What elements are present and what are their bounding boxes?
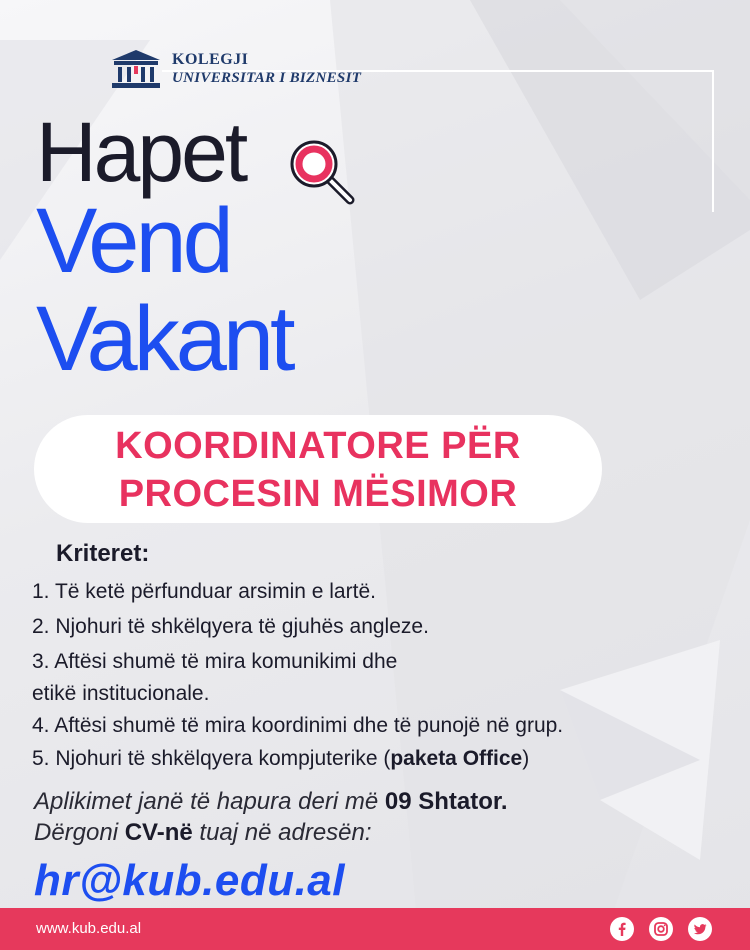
logo-line2: UNIVERSITAR I BIZNESIT <box>172 70 362 86</box>
website-link[interactable]: www.kub.edu.al <box>36 920 142 937</box>
criteria-item: 1. Të ketë përfunduar arsimin e lartë. <box>32 580 376 603</box>
logo-line1: KOLEGJI <box>172 51 249 68</box>
magnifier-icon <box>288 138 358 208</box>
building-icon <box>108 48 164 90</box>
headline-hapet: Hapet <box>36 105 246 199</box>
application-instructions <box>34 819 372 847</box>
logo-text <box>172 50 361 88</box>
criteria-item <box>32 747 529 771</box>
criteria-title: Kriteret: <box>56 540 150 567</box>
deadline-date: 09 Shtator. <box>384 788 508 815</box>
position-line1: KOORDINATORE PËR <box>115 425 521 467</box>
instagram-icon[interactable] <box>649 917 673 941</box>
instructions-cv: CV-në <box>124 819 193 846</box>
position-banner <box>34 415 602 523</box>
criteria-item: etikë institucionale. <box>32 682 210 705</box>
criteria-item: 3. Aftësi shumë të mira komunikimi dhe <box>32 650 398 673</box>
deadline-text: Aplikimet janë të hapura deri më <box>34 788 385 815</box>
logo <box>108 48 361 90</box>
email-link[interactable]: hr@kub.edu.al <box>34 856 345 905</box>
application-deadline <box>34 788 508 816</box>
footer <box>0 908 750 950</box>
criteria-item-bold: paketa Office <box>390 747 523 770</box>
criteria-item: 4. Aftësi shumë të mira koordinimi dhe të punojë në grup. <box>32 714 564 737</box>
headline-vend: Vend <box>36 190 230 292</box>
instructions-text-end: tuaj në adresën: <box>192 819 372 846</box>
criteria-item-text-end: ) <box>522 747 530 770</box>
instructions-text: Dërgoni <box>34 819 125 846</box>
position-line2: PROCESIN MËSIMOR <box>118 473 518 515</box>
twitter-icon[interactable] <box>688 917 712 941</box>
criteria-item-text: 5. Njohuri të shkëlqyera kompjuterike ( <box>32 747 391 770</box>
criteria-item: 2. Njohuri të shkëlqyera të gjuhës angleze. <box>32 615 429 638</box>
facebook-icon[interactable] <box>610 917 634 941</box>
headline-vakant: Vakant <box>36 288 292 390</box>
